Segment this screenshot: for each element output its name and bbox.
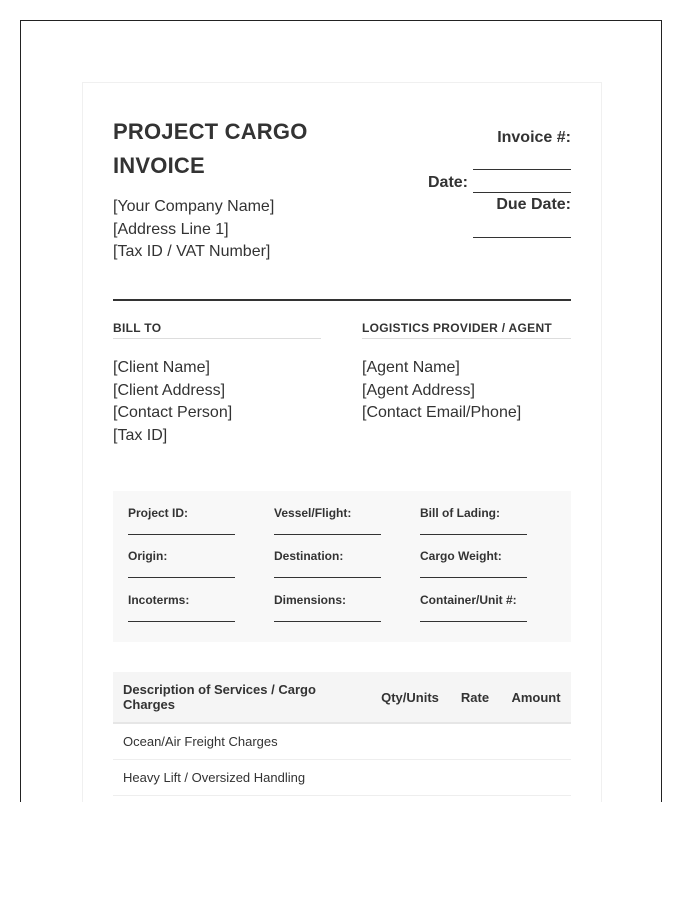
invoice-number-field[interactable]: [473, 169, 571, 170]
vessel-flight-input[interactable]: [274, 534, 381, 535]
dimensions-field: [274, 593, 381, 622]
shipment-details: [113, 491, 571, 642]
project-id-label: Project ID:: [128, 506, 189, 520]
date-field[interactable]: [473, 192, 571, 193]
due-date-field[interactable]: [473, 237, 571, 238]
amount-column-header: Amount: [501, 672, 571, 723]
bill-of-lading-label: Bill of Lading:: [420, 506, 500, 520]
row-rate[interactable]: [449, 759, 501, 795]
provider-section: [362, 321, 571, 425]
bill-of-lading-input[interactable]: [420, 534, 527, 535]
invoice-number-label: Invoice #:: [497, 129, 571, 146]
company-name: [Your Company Name]: [113, 198, 275, 215]
qty-column-header: Qty/Units: [371, 672, 449, 723]
container-unit-label: Container/Unit #:: [420, 593, 517, 607]
invoice-sheet: [82, 82, 602, 802]
row-amount[interactable]: [501, 759, 571, 795]
project-id-field: [128, 506, 235, 535]
company-info: [113, 196, 274, 264]
cargo-weight-input[interactable]: [420, 577, 527, 578]
project-id-input[interactable]: [128, 534, 235, 535]
incoterms-field: [128, 593, 235, 622]
agent-name: [Agent Name]: [362, 359, 460, 376]
cargo-weight-field: [420, 549, 527, 578]
container-unit-input[interactable]: [420, 621, 527, 622]
bill-of-lading-field: [420, 506, 527, 535]
destination-field: [274, 549, 381, 578]
origin-input[interactable]: [128, 577, 235, 578]
origin-field: [128, 549, 235, 578]
charges-table: [113, 672, 571, 796]
row-description: Ocean/Air Freight Charges: [113, 723, 371, 759]
row-description: Heavy Lift / Oversized Handling: [113, 759, 371, 795]
contact-person: [Contact Person]: [113, 404, 233, 421]
provider-details: [362, 357, 571, 425]
invoice-meta: [371, 129, 571, 249]
dimensions-label: Dimensions:: [274, 593, 347, 607]
description-column-header: Description of Services / Cargo Charges: [113, 672, 371, 723]
row-qty[interactable]: [371, 759, 449, 795]
table-row: [113, 723, 571, 759]
row-amount[interactable]: [501, 723, 571, 759]
incoterms-label: Incoterms:: [128, 593, 190, 607]
client-tax-id: [Tax ID]: [113, 426, 168, 444]
client-name: [Client Name]: [113, 359, 210, 376]
dimensions-input[interactable]: [274, 621, 381, 622]
page-title: PROJECT CARGO INVOICE: [113, 119, 308, 178]
client-address: [Client Address]: [113, 381, 226, 399]
origin-label: Origin:: [128, 549, 168, 563]
company-address: [Address Line 1]: [113, 220, 229, 238]
vessel-flight-label: Vessel/Flight:: [274, 506, 352, 520]
container-unit-field: [420, 593, 527, 622]
row-rate[interactable]: [449, 723, 501, 759]
provider-heading: LOGISTICS PROVIDER / AGENT: [362, 321, 571, 339]
destination-input[interactable]: [274, 577, 381, 578]
bill-to-section: [113, 321, 321, 447]
cargo-weight-label: Cargo Weight:: [420, 549, 502, 563]
row-qty[interactable]: [371, 723, 449, 759]
header-divider: [113, 299, 571, 301]
bill-to-heading: BILL TO: [113, 321, 321, 339]
table-row: [113, 759, 571, 795]
date-label: Date:: [427, 174, 468, 191]
rate-column-header: Rate: [449, 672, 501, 723]
vessel-flight-field: [274, 506, 381, 535]
due-date-label: Due Date:: [496, 196, 571, 213]
agent-contact: [Contact Email/Phone]: [362, 404, 522, 421]
page-frame: [20, 20, 662, 802]
table-header-row: [113, 672, 571, 723]
incoterms-input[interactable]: [128, 621, 235, 622]
company-tax-id: [Tax ID / VAT Number]: [113, 243, 271, 260]
destination-label: Destination:: [274, 549, 344, 563]
bill-to-details: [113, 357, 321, 447]
agent-address: [Agent Address]: [362, 381, 475, 399]
